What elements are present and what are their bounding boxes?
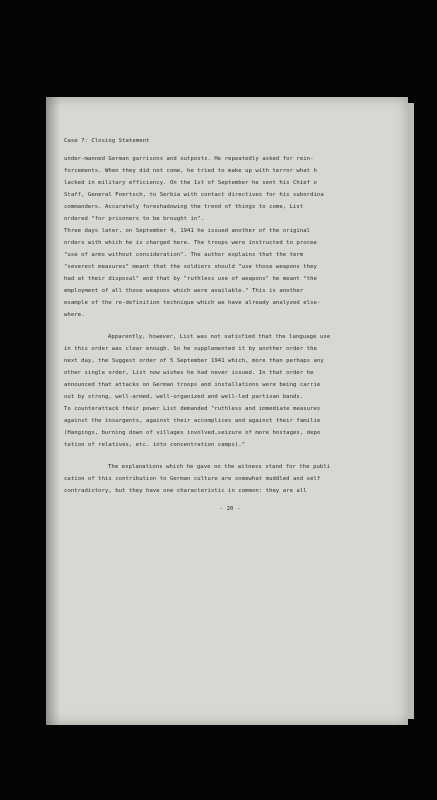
text-line: To counterattack their power List demanded "ruthless and immediate measures bbox=[64, 406, 321, 412]
page-shadow bbox=[46, 97, 60, 725]
text-line: cation of this contribution to German culture are somewhat muddled and self bbox=[64, 476, 321, 482]
text-line: tation of relatives, etc. into concentration camps)." bbox=[64, 442, 246, 448]
text-line: "use of arms without consideration". The author explains that the term bbox=[64, 252, 304, 258]
text-line: contradictory, but they have one characteristic in common: they are all bbox=[64, 488, 307, 494]
text-line: where. bbox=[64, 312, 85, 318]
page-number: - 20 - bbox=[219, 506, 241, 512]
text-line: (Hangings, burning down of villages involved,seizure of more hostages, depo bbox=[64, 430, 321, 436]
page-edge bbox=[408, 103, 414, 719]
text-line: Apparently, however, List was not satisfied that the language use bbox=[108, 334, 331, 340]
text-line: example of the re-definition technique which we have already analyzed else- bbox=[64, 300, 321, 306]
text-line: The explanations which he gave on the witness stand for the publi bbox=[108, 464, 331, 470]
text-line: Staff, General Foertsch, to Serbia with contact directives for his subordina bbox=[64, 192, 324, 198]
text-line: out by strong, well-armed, well-organized and well-led partisan bands. bbox=[64, 394, 304, 400]
text-line: had at their disposal" and that by "ruthless use of weapons" he meant "the bbox=[64, 276, 317, 282]
page-header: Case 7: Closing Statement bbox=[64, 138, 150, 144]
text-line: announced that attacks on German troops and installations were being carrie bbox=[64, 382, 321, 388]
text-line: orders with which he is charged here. The troops were instructed to procee bbox=[64, 240, 317, 246]
text-line: forcements. When they did not come, he tried to make up with terror what h bbox=[64, 168, 317, 174]
text-line: lacked in military efficiency. On the 1st of September he sent his Chief o bbox=[64, 180, 317, 186]
document-page bbox=[46, 97, 408, 725]
text-line: under-manned German garrisons and outposts. He repeatedly asked for rein- bbox=[64, 156, 314, 162]
text-line: other single order, List now wishes he had never issued. In that order he bbox=[64, 370, 314, 376]
text-line: commanders. Accurately foreshadowing the trend of things to come, List bbox=[64, 204, 304, 210]
text-line: next day, the Suggest order of 5 September 1941 which, more than perhaps any bbox=[64, 358, 324, 364]
text-line: "severest measures" meant that the soldiers should "use those weapons they bbox=[64, 264, 317, 270]
document-body bbox=[64, 135, 396, 515]
text-line: in this order was clear enough. So he supplemented it by another order the bbox=[64, 346, 317, 352]
text-line: against the insurgents, against their accomplices and against their familie bbox=[64, 418, 321, 424]
text-line: ordered "for prisoners to be brought in". bbox=[64, 216, 205, 222]
text-line: Three days later, on September 4, 1941 he issued another of the original bbox=[64, 228, 311, 234]
text-line: employment of all those weapons which were available." This is another bbox=[64, 288, 304, 294]
